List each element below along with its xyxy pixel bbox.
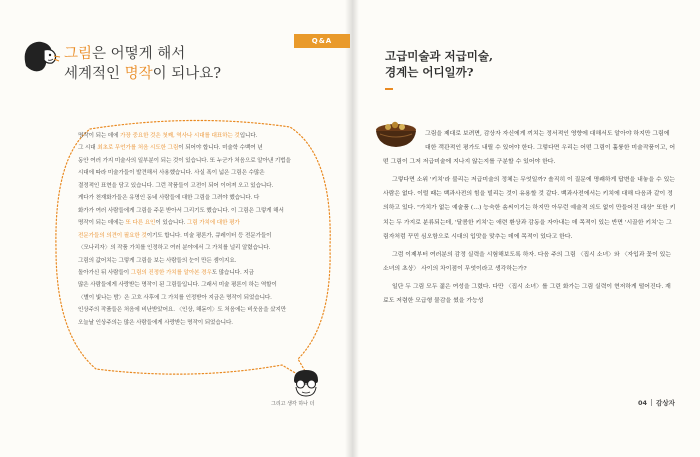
article-body xyxy=(383,127,676,312)
answer-segment: 그 시대 xyxy=(78,145,98,152)
answer-segment: 명작이 되는 데에는 xyxy=(78,220,126,227)
answer-segment: 가장 중요한 것은 xyxy=(120,133,163,139)
answer-segment: 명작이 되는 데에 xyxy=(78,133,121,139)
answer-segment: 그림의 값어치는 그렇게 그림을 보는 사람들의 눈이 만든 셈이지요. xyxy=(78,257,237,264)
answer-line xyxy=(78,180,333,192)
author-avatar-icon xyxy=(288,368,324,398)
answer-line xyxy=(78,230,333,242)
answer-segment: 시대에 따라 미술가들이 발견해서 사용했습니다. 사실 폭이 넓은 그림은 수많은 xyxy=(78,170,265,177)
answer-segment: 〈별이 빛나는 밤〉은 고흐 사후에 그 가치를 인정받아 지금은 명작이 되었습니다. xyxy=(78,294,272,301)
article-title xyxy=(385,48,493,80)
title-highlight: 명작 xyxy=(124,66,153,82)
answer-line xyxy=(78,304,333,316)
paragraph: 그럼 이제부터 여러분의 감정 실력을 시험해보도록 하자. 다음 주의 그림 〈집시 소녀〉와 〈자입과 꽃이 있는 소녀의 초상〉 사이의 차이점이 무엇이라고 생각하는가? xyxy=(383,251,672,272)
paragraph: 일단 두 그림 모두 젊은 여성을 그렸다. 다만 〈집시 소녀〉를 그린 화가는 그림 실력이 현저하게 떨어진다. 재료도 저렴한 모급형 물감을 썼을 가능성 xyxy=(383,283,671,305)
answer-segment: 화가가 여러 사람들에게 그림을 주문 받아서 그리기도 했습니다. 이 그림은 그렇게 해서 xyxy=(78,207,284,214)
title-highlight: 그림 xyxy=(64,46,93,62)
title-accent-rule xyxy=(385,88,393,90)
answer-segment: 이 있습니다. xyxy=(155,220,187,227)
answer-line xyxy=(78,267,333,279)
answer-segment: 그림의 진정한 가치를 알아본 경우 xyxy=(130,269,212,276)
answer-segment: 〈모나리자〉의 작품 가치를 인정하고 여러 분야에서 그 가치를 널리 알렸습니다. xyxy=(78,245,271,252)
article-title-line: 경계는 어디일까? xyxy=(385,65,474,79)
answer-segment: 이 되어야 합니다. 미술학 수백여 년 xyxy=(178,145,263,152)
title-text: 은 어떻게 해서 xyxy=(92,46,186,62)
article-title-line: 고급미술과 저급미술, xyxy=(385,49,493,63)
title-text: 이 되나요? xyxy=(152,66,222,82)
answer-line xyxy=(78,242,333,254)
answer-segment: 동안 여러 가지 미술사의 일부분이 되는 것이 있습니다. 또 누군가 처음으로 알아낸 기법을 xyxy=(78,157,291,164)
answer-line xyxy=(78,155,333,167)
publisher-label: 감상자 xyxy=(656,399,675,407)
thinking-face-icon xyxy=(20,36,62,76)
answer-segment: 최초로 무언가를 처음 시도한 그림 xyxy=(97,145,179,152)
paragraph: 그림을 제대로 보려면, 감상자 자신에게 끼치는 정서적인 영향에 대해서도 알아야 하지만 그림에 대한 객관적인 평가도 내릴 수 있어야 한다. 그렇다면 우리는 어떤 그림이 훌륭한 미술작품이고, 어떤 그림이 그저 저급미술에 지나지 않는지를 구분할 수 있어야 한다. xyxy=(383,131,676,166)
answer-line xyxy=(78,130,333,142)
question-title xyxy=(64,44,221,84)
answer-segment: 그림 가치에 대한 평가 xyxy=(186,220,240,227)
paragraph: 그렇다면 소위 '키치'라 불리는 저급미술의 정체는 무엇일까? 솔직히 이 질문에 명쾌하게 답변을 내놓을 수 있는 사람은 없다. 이럴 때는 백과사전의 힘을 빌리는 것이 유용할 것 같다. 백과사전에서는 키치에 대해 다음과 같이 정의하고 있다. "가치가 없는 예술품 (…) 능숙한 솜씨이기는 하지만 아무런 예술적 의도 없이 만들어진 대상" 또한 키치는 두 가지로 분류되는데, '달콤한 키치'는 애련 환상과 감동을 자아내는 데 목적이 있는 반면 '시끌한 키치'는 그림자처럼 꾸민 심오함으로 시대의 입맛을 맞추는 데에 목적이 있다고 한다. xyxy=(383,177,676,240)
answer-line xyxy=(78,192,333,204)
answer-segment: 또 다른 요인 xyxy=(125,220,156,227)
answer-segment: 도 많습니다. 지금 xyxy=(211,269,254,276)
answer-segment: 입니다. xyxy=(239,133,258,139)
answer-line xyxy=(78,279,333,291)
title-text: 세계적인 xyxy=(64,66,125,82)
page-number: 04 xyxy=(638,399,648,407)
answer-segment: 첫째, 역사나 시대를 대표하는 것 xyxy=(162,133,240,139)
answer-segment: 결정적인 표현을 담고 있습니다. 그런 작품들이 고전이 되어 이어져 오고 있습니다. xyxy=(78,182,274,189)
answer-segment: 게다가 천재화가들은 유명인 동네 사람들에 대한 그림을 그려야 했습니다. 다 xyxy=(78,195,260,202)
answer-segment: 이기도 합니다. 미술 평론가, 큐레이터 등 전문가들이 xyxy=(146,232,272,239)
qa-section-tab: Q&A xyxy=(294,34,350,48)
answer-line xyxy=(78,167,333,179)
answer-line xyxy=(78,292,333,304)
answer-text xyxy=(78,130,333,329)
answer-segment: 오늘날 인상주의는 많은 사람들에게 사랑받는 명작이 되었습니다. xyxy=(78,319,233,326)
page-footer xyxy=(638,398,675,407)
author-caption: 그리고 생각 하나 더 xyxy=(271,401,315,407)
answer-segment: 많은 사람들에게 사랑받는 명작이 된 그림들입니다. 그래서 미술 평론이 하는 역할이 xyxy=(78,282,277,289)
answer-line xyxy=(78,255,333,267)
answer-segment: 전문가들의 의견이 필요한 것 xyxy=(78,232,147,239)
answer-line xyxy=(78,317,333,329)
answer-segment: 인상주의 작품들은 처음에 비난받았어요. 〈인상, 해돋이〉도 처음에는 비웃음을 샀지만 xyxy=(78,307,287,314)
answer-segment: 돌아가신 뒤 사람들이 xyxy=(78,269,131,276)
answer-line xyxy=(78,142,333,154)
answer-line xyxy=(78,217,333,229)
answer-line xyxy=(78,205,333,217)
